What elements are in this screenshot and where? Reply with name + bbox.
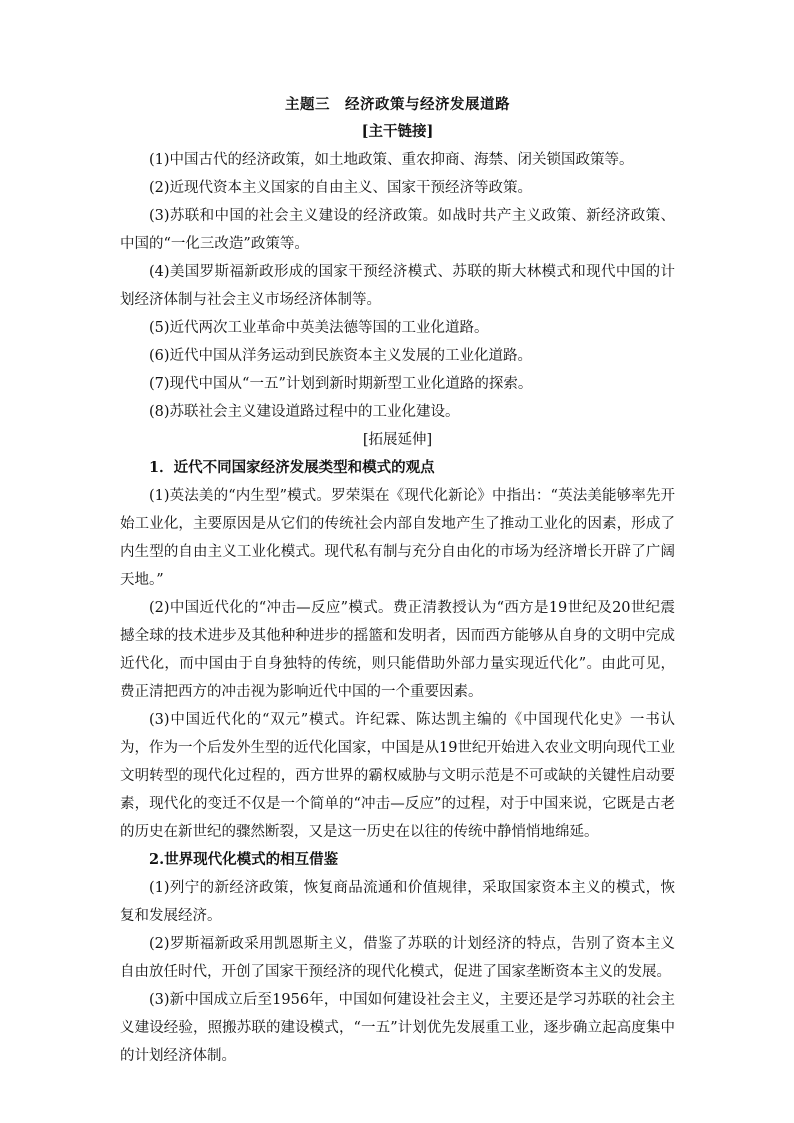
paragraph: (1)列宁的新经济政策，恢复商品流通和价值规律，采取国家资本主义的模式，恢复和发展经济。	[120, 880, 675, 924]
section-main-links	[120, 118, 675, 426]
paragraph: (1)中国古代的经济政策，如土地政策、重农抑商、海禁、闭关锁国政策等。	[149, 152, 634, 168]
paragraph: (8)苏联社会主义建设道路过程中的工业化建设。	[149, 404, 460, 420]
document-page	[120, 92, 675, 1070]
paragraph: (6)近代中国从洋务运动到民族资本主义发展的工业化道路。	[149, 348, 533, 364]
paragraph: (3)苏联和中国的社会主义建设的经济政策。如战时共产主义政策、新经济政策、中国的“一化三改造”政策等。	[120, 208, 675, 252]
subsection-title: 2.世界现代化模式的相互借鉴	[149, 851, 339, 868]
paragraph: (4)美国罗斯福新政形成的国家干预经济模式、苏联的斯大林模式和现代中国的计划经济体制与社会主义市场经济体制等。	[120, 264, 675, 308]
section-heading-main-links: [主干链接]	[361, 123, 434, 140]
paragraph: (2)罗斯福新政采用凯恩斯主义，借鉴了苏联的计划经济的特点，告别了资本主义自由放任时代，开创了国家干预经济的现代化模式，促进了国家垄断资本主义的发展。	[120, 936, 675, 980]
paragraph: (3)新中国成立后至1956年，中国如何建设社会主义，主要还是学习苏联的社会主义建设经验，照搬苏联的建设模式，“一五”计划优先发展重工业，逐步确立起高度集中的计划经济体制。	[120, 992, 675, 1064]
paragraph: (5)近代两次工业革命中英美法德等国的工业化道路。	[149, 320, 489, 336]
section-heading-extension: [拓展延伸]	[362, 432, 433, 448]
section-extension	[120, 426, 675, 1070]
subsection-title: 1．近代不同国家经济发展类型和模式的观点	[149, 459, 435, 476]
document-title: 主题三 经济政策与经济发展道路	[285, 96, 510, 113]
paragraph: (1)英法美的“内生型”模式。罗荣渠在《现代化新论》中指出：“英法美能够率先开始工业化，主要原因是从它们的传统社会内部自发地产生了推动工业化的因素，形成了内生型的自由主义工业化模式。现代私有制与充分自由化的市场为经济增长开辟了广阔天地。”	[120, 488, 675, 588]
paragraph: (3)中国近代化的“双元”模式。许纪霖、陈达凯主编的《中国现代化史》一书认为，作为一个后发外生型的近代化国家，中国是从19世纪开始进入农业文明向现代工业文明转型的现代化过程的，西方世界的霸权威胁与文明示范是不可或缺的关键性启动要素，现代化的变迁不仅是一个简单的“冲击—反应”的过程，对于中国来说，它既是古老的历史在新世纪的骤然断裂，又是这一历史在以往的传统中静悄悄地绵延。	[120, 712, 675, 840]
paragraph: (7)现代中国从“一五”计划到新时期新型工业化道路的探索。	[149, 376, 533, 392]
paragraph: (2)近现代资本主义国家的自由主义、国家干预经济等政策。	[149, 180, 533, 196]
paragraph: (2)中国近代化的“冲击—反应”模式。费正清教授认为“西方是19世纪及20世纪震撼全球的技术进步及其他种种进步的摇篮和发明者，因而西方能够从自身的文明中完成近代化，而中国由于自身独特的传统，则只能借助外部力量实现近代化”。由此可见，费正清把西方的冲击视为影响近代中国的一个重要因素。	[120, 600, 675, 700]
